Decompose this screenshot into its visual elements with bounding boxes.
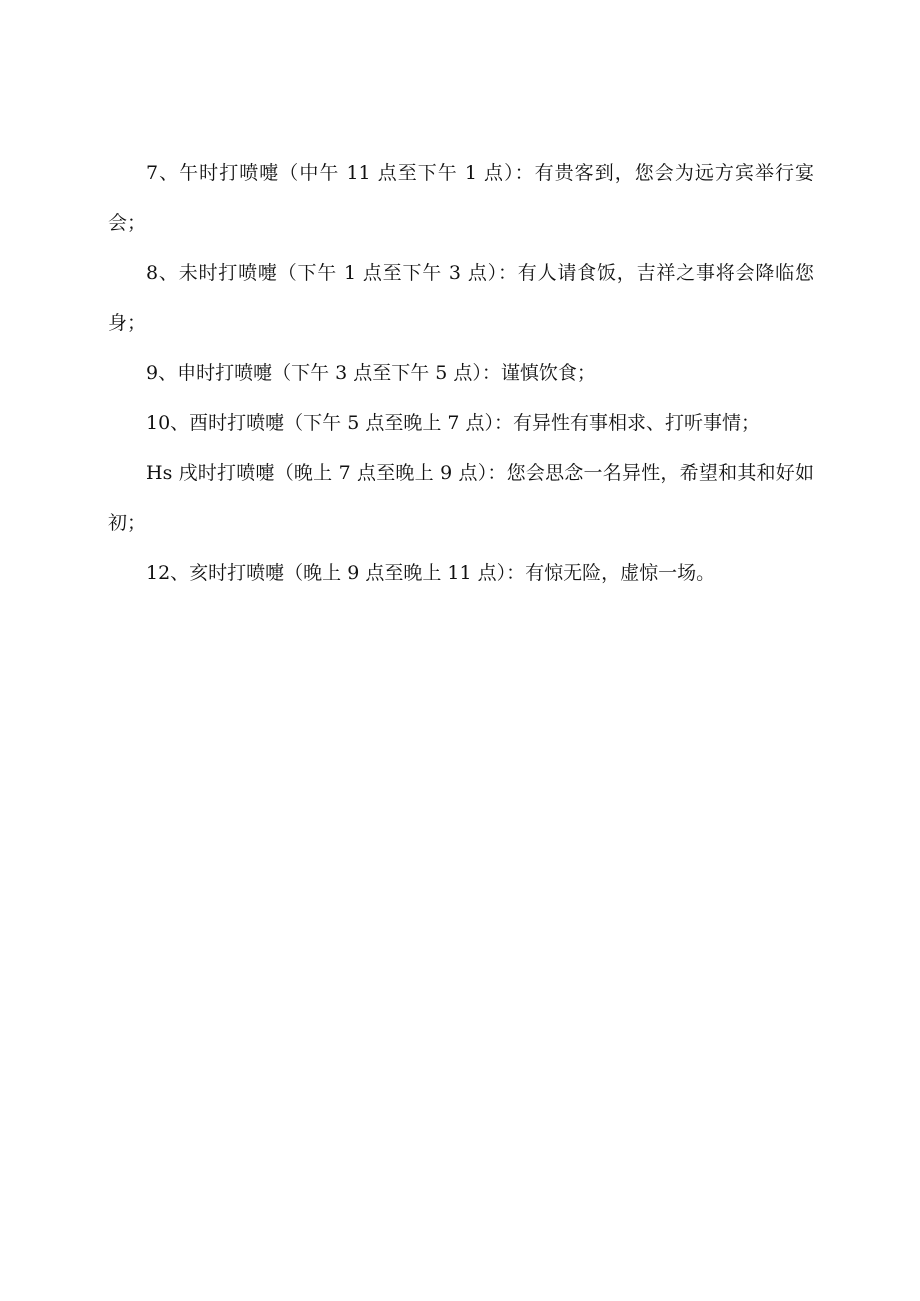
document-body [108, 148, 814, 598]
paragraph-wu-hour: 7、午时打喷嚏（中午 11 点至下午 1 点）：有贵客到，您会为远方宾举行宴会； [108, 162, 814, 234]
paragraph-you-hour: 10、酉时打喷嚏（下午 5 点至晚上 7 点）：有异性有事相求、打听事情； [146, 412, 761, 434]
paragraph-wei-hour: 8、未时打喷嚏（下午 1 点至下午 3 点）：有人请食饭，吉祥之事将会降临您身； [108, 262, 814, 334]
paragraph-shen-hour: 9、申时打喷嚏（下午 3 点至下午 5 点）：谨慎饮食； [146, 362, 596, 384]
paragraph-hai-hour: 12、亥时打喷嚏（晚上 9 点至晚上 11 点）：有惊无险，虚惊一场。 [146, 562, 716, 584]
paragraph-xu-hour: Hs 戌时打喷嚏（晚上 7 点至晚上 9 点）：您会思念一名异性，希望和其和好如初； [108, 462, 814, 534]
